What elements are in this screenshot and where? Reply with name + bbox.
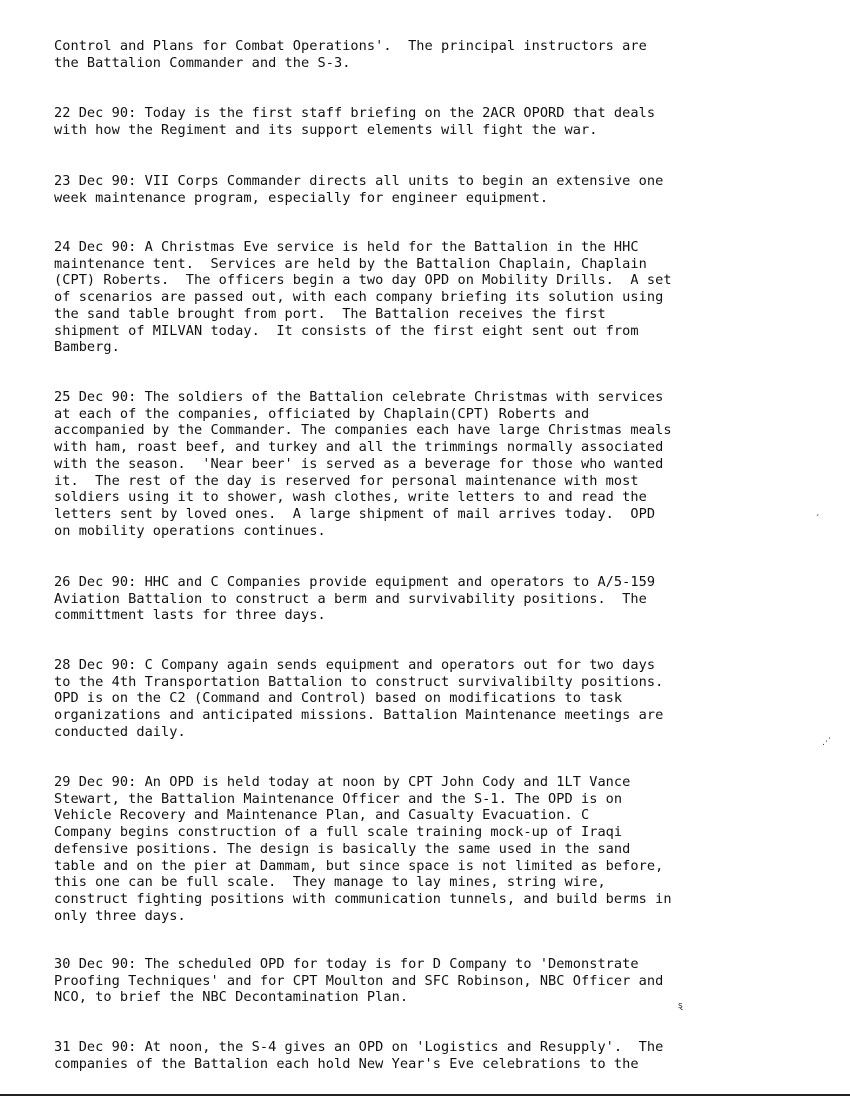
scan-speck: ˏ xyxy=(815,507,820,517)
paragraph-29-dec-90: 29 Dec 90: An OPD is held today at noon by CPT John Cody and 1LT Vance Stewart, the Battalion Maintenance Officer and the S-1. The OPD is on Vehicle Recovery and Maintenance Plan, and Casualty Evacuation. C Company begins construction of a full scale training mock-up of Iraqi defensive positions. The design is basically the same used in the sand table and on the pier at Dammam, but since space is not limited as before, this one can be full scale. They manage to lay mines, string wire, construct fighting positions with communication tunnels, and build berms in only three days. xyxy=(54,774,672,924)
paragraph-24-dec-90: 24 Dec 90: A Christmas Eve service is held for the Battalion in the HHC maintenance tent. Services are held by the Battalion Chaplain, Chaplain (CPT) Roberts. The officers begin a two day OPD on Mobility Drills. A set of scenarios are passed out, with each company briefing its solution using the sand table brought from port. The Battalion receives the first shipment of MILVAN today. It consists of the first eight sent out from Bamberg. xyxy=(54,239,672,356)
paragraph-26-dec-90: 26 Dec 90: HHC and C Companies provide equipment and operators to A/5-159 Aviation Battalion to construct a berm and survivability positions. The committment lasts for three days. xyxy=(54,574,656,624)
paragraph-30-dec-90: 30 Dec 90: The scheduled OPD for today is for D Company to 'Demonstrate Proofing Techniques' and for CPT Moulton and SFC Robinson, NBC Officer and NCO, to brief the NBC Decontamination Plan. xyxy=(54,956,664,1006)
scan-speck: ⋰ xyxy=(822,737,831,747)
paragraph-combat-operations-continuation: Control and Plans for Combat Operations'. The principal instructors are the Battalion Commander and the S-3. xyxy=(54,38,647,71)
scan-speck: ȿ xyxy=(678,1001,683,1011)
paragraph-28-dec-90: 28 Dec 90: C Company again sends equipment and operators out for two days to the 4th Transportation Battalion to construct survivalibilty positions. OPD is on the C2 (Command and Control) based on modifications to task organizations and anticipated missions. Battalion Maintenance meetings are conducted daily. xyxy=(54,657,664,740)
page-bottom-rule xyxy=(0,1094,850,1096)
paragraph-23-dec-90: 23 Dec 90: VII Corps Commander directs all units to begin an extensive one week maintenance program, especially for engineer equipment. xyxy=(54,173,664,206)
paragraph-31-dec-90: 31 Dec 90: At noon, the S-4 gives an OPD on 'Logistics and Resupply'. The companies of the Battalion each hold New Year's Eve celebrations to the xyxy=(54,1039,664,1072)
paragraph-22-dec-90: 22 Dec 90: Today is the first staff briefing on the 2ACR OPORD that deals with how the Regiment and its support elements will fight the war. xyxy=(54,105,656,138)
paragraph-25-dec-90: 25 Dec 90: The soldiers of the Battalion celebrate Christmas with services at each of the companies, officiated by Chaplain(CPT) Roberts and accompanied by the Commander. The companies each have large Christmas meals with ham, roast beef, and turkey and all the trimmings normally associated with the season. 'Near beer' is served as a beverage for those who wanted it. The rest of the day is reserved for personal maintenance with most soldiers using it to shower, wash clothes, write letters to and read the letters sent by loved ones. A large shipment of mail arrives today. OPD on mobility operations continues. xyxy=(54,389,672,539)
